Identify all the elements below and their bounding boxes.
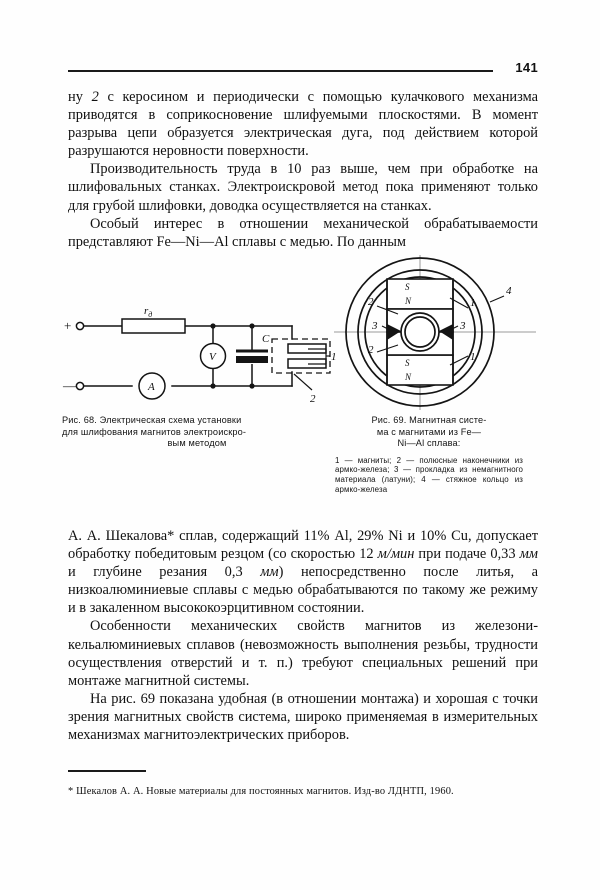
callout-2-label: 2 (310, 393, 316, 405)
footnote-block (68, 770, 538, 799)
footnote-text: * Шекалов А. А. Новые материалы для постоянных магнитов. Изд-во ЛДНТП, 1960. (68, 785, 454, 797)
figure-69-legend: 1 — магниты; 2 — полюсные наконечники из армко-железа; 3 — прокладка из немагнитного материала (латуни); 4 — стяжное кольцо из армко-железа (335, 455, 523, 494)
caption-line: для шлифования магнитов электроискро- (62, 426, 247, 437)
callout-3-left: 3 (372, 320, 378, 332)
magnet-block-upper (387, 279, 453, 309)
polarity-label-s-lower: S (405, 358, 410, 368)
callout-2-upper: 2 (368, 296, 374, 308)
footnote-rule (68, 770, 146, 772)
capacitor-label: C (262, 333, 270, 345)
terminal-negative (76, 382, 83, 389)
figure-69-magnetic-system (332, 252, 538, 414)
ammeter-label: A (148, 381, 155, 393)
polarity-label-n-lower: N (405, 372, 412, 382)
terminal-minus-label: — (63, 378, 76, 393)
figure-69-caption (335, 415, 523, 450)
paragraph: А. А. Шекалова* сплав, содержащий 11% Al, 29% Ni и 10% Cu, допускает обработку победитовым резцом (со скоростью 12 м/мин при подаче 0,33 мм и глубине резания 0,3 мм) непосредственно после литья, а низкоалюминиевые сплавы с медью обрабатываются по такому же режиму и в закаленном высококоэрцитивном состоянии. (68, 528, 538, 617)
callout-3-right: 3 (460, 320, 466, 332)
resistor-label: $r_д$ (144, 305, 153, 319)
paragraph: ну 2 с керосином и периодически с помощью кулачкового механизма приводятся в соприкосновение шлифуемыми плоскостями. В момент разрыва цепи образуется электрическая дуга, под действием которой разрушаются неровности поверхности. (68, 89, 539, 160)
paragraph: Особенности механических свойств магнитов из железоникельалюминиевых сплавов (невозможность выполнения резьбы, трудности осуществления отверстий и т. п.) требуют специальных решений при монтаже магнитной системы. (68, 618, 538, 689)
figure-68-circuit-diagram (60, 294, 337, 419)
figures-region (60, 252, 538, 514)
figure-69-caption-block (335, 415, 523, 494)
circuit-callouts-svg (246, 294, 336, 419)
terminal-plus-label: + (64, 318, 72, 333)
callout-1-upper: 1 (470, 297, 476, 309)
page-number: 141 (515, 60, 538, 75)
body-text-middle (68, 527, 538, 744)
callout-4: 4 (506, 285, 512, 297)
caption-line: вым методом (167, 438, 227, 449)
figure-68-caption (60, 415, 332, 450)
paragraph: На рис. 69 показана удобная (в отношении монтажа) и хорошая с точки зрения магнитных свойств система, широко применяемая в измерительных механизмах магнитоэлектрических приборов. (68, 690, 538, 744)
resistor-body (122, 319, 185, 333)
voltmeter-label: V (209, 351, 216, 363)
body-text-top (68, 88, 538, 251)
polarity-label-s-upper: S (405, 282, 410, 292)
polarity-label-n-upper: N (405, 296, 412, 306)
caption-line: ма с магнитами из Fe— (376, 426, 482, 437)
caption-line: Рис. 68. Электрическая схема установки (62, 415, 242, 425)
magnet-block-lower (387, 355, 453, 385)
callout-1-label: 1 (331, 351, 337, 363)
caption-line: Рис. 69. Магнитная систе- (371, 415, 487, 425)
header-rule (68, 70, 493, 72)
paragraph: Производительность труда в 10 раз выше, чем при обработке на шлифовальных станках. Электроискровой метод пока применяют только для грубой шлифовки, доводка осуществляется на станках. (68, 161, 538, 214)
callout-1-lower: 1 (470, 351, 476, 363)
paragraph: Особый интерес в отношении механической обрабатываемости представляют Fe—Ni—Al сплавы с медью. По данным (68, 215, 538, 250)
callout-2-lower: 2 (368, 344, 374, 356)
magnetic-system-svg (332, 252, 538, 414)
page-header (68, 60, 538, 84)
core-inner-circle (405, 317, 435, 347)
caption-line: Ni—Al сплава: (397, 438, 461, 449)
terminal-positive (76, 322, 83, 329)
